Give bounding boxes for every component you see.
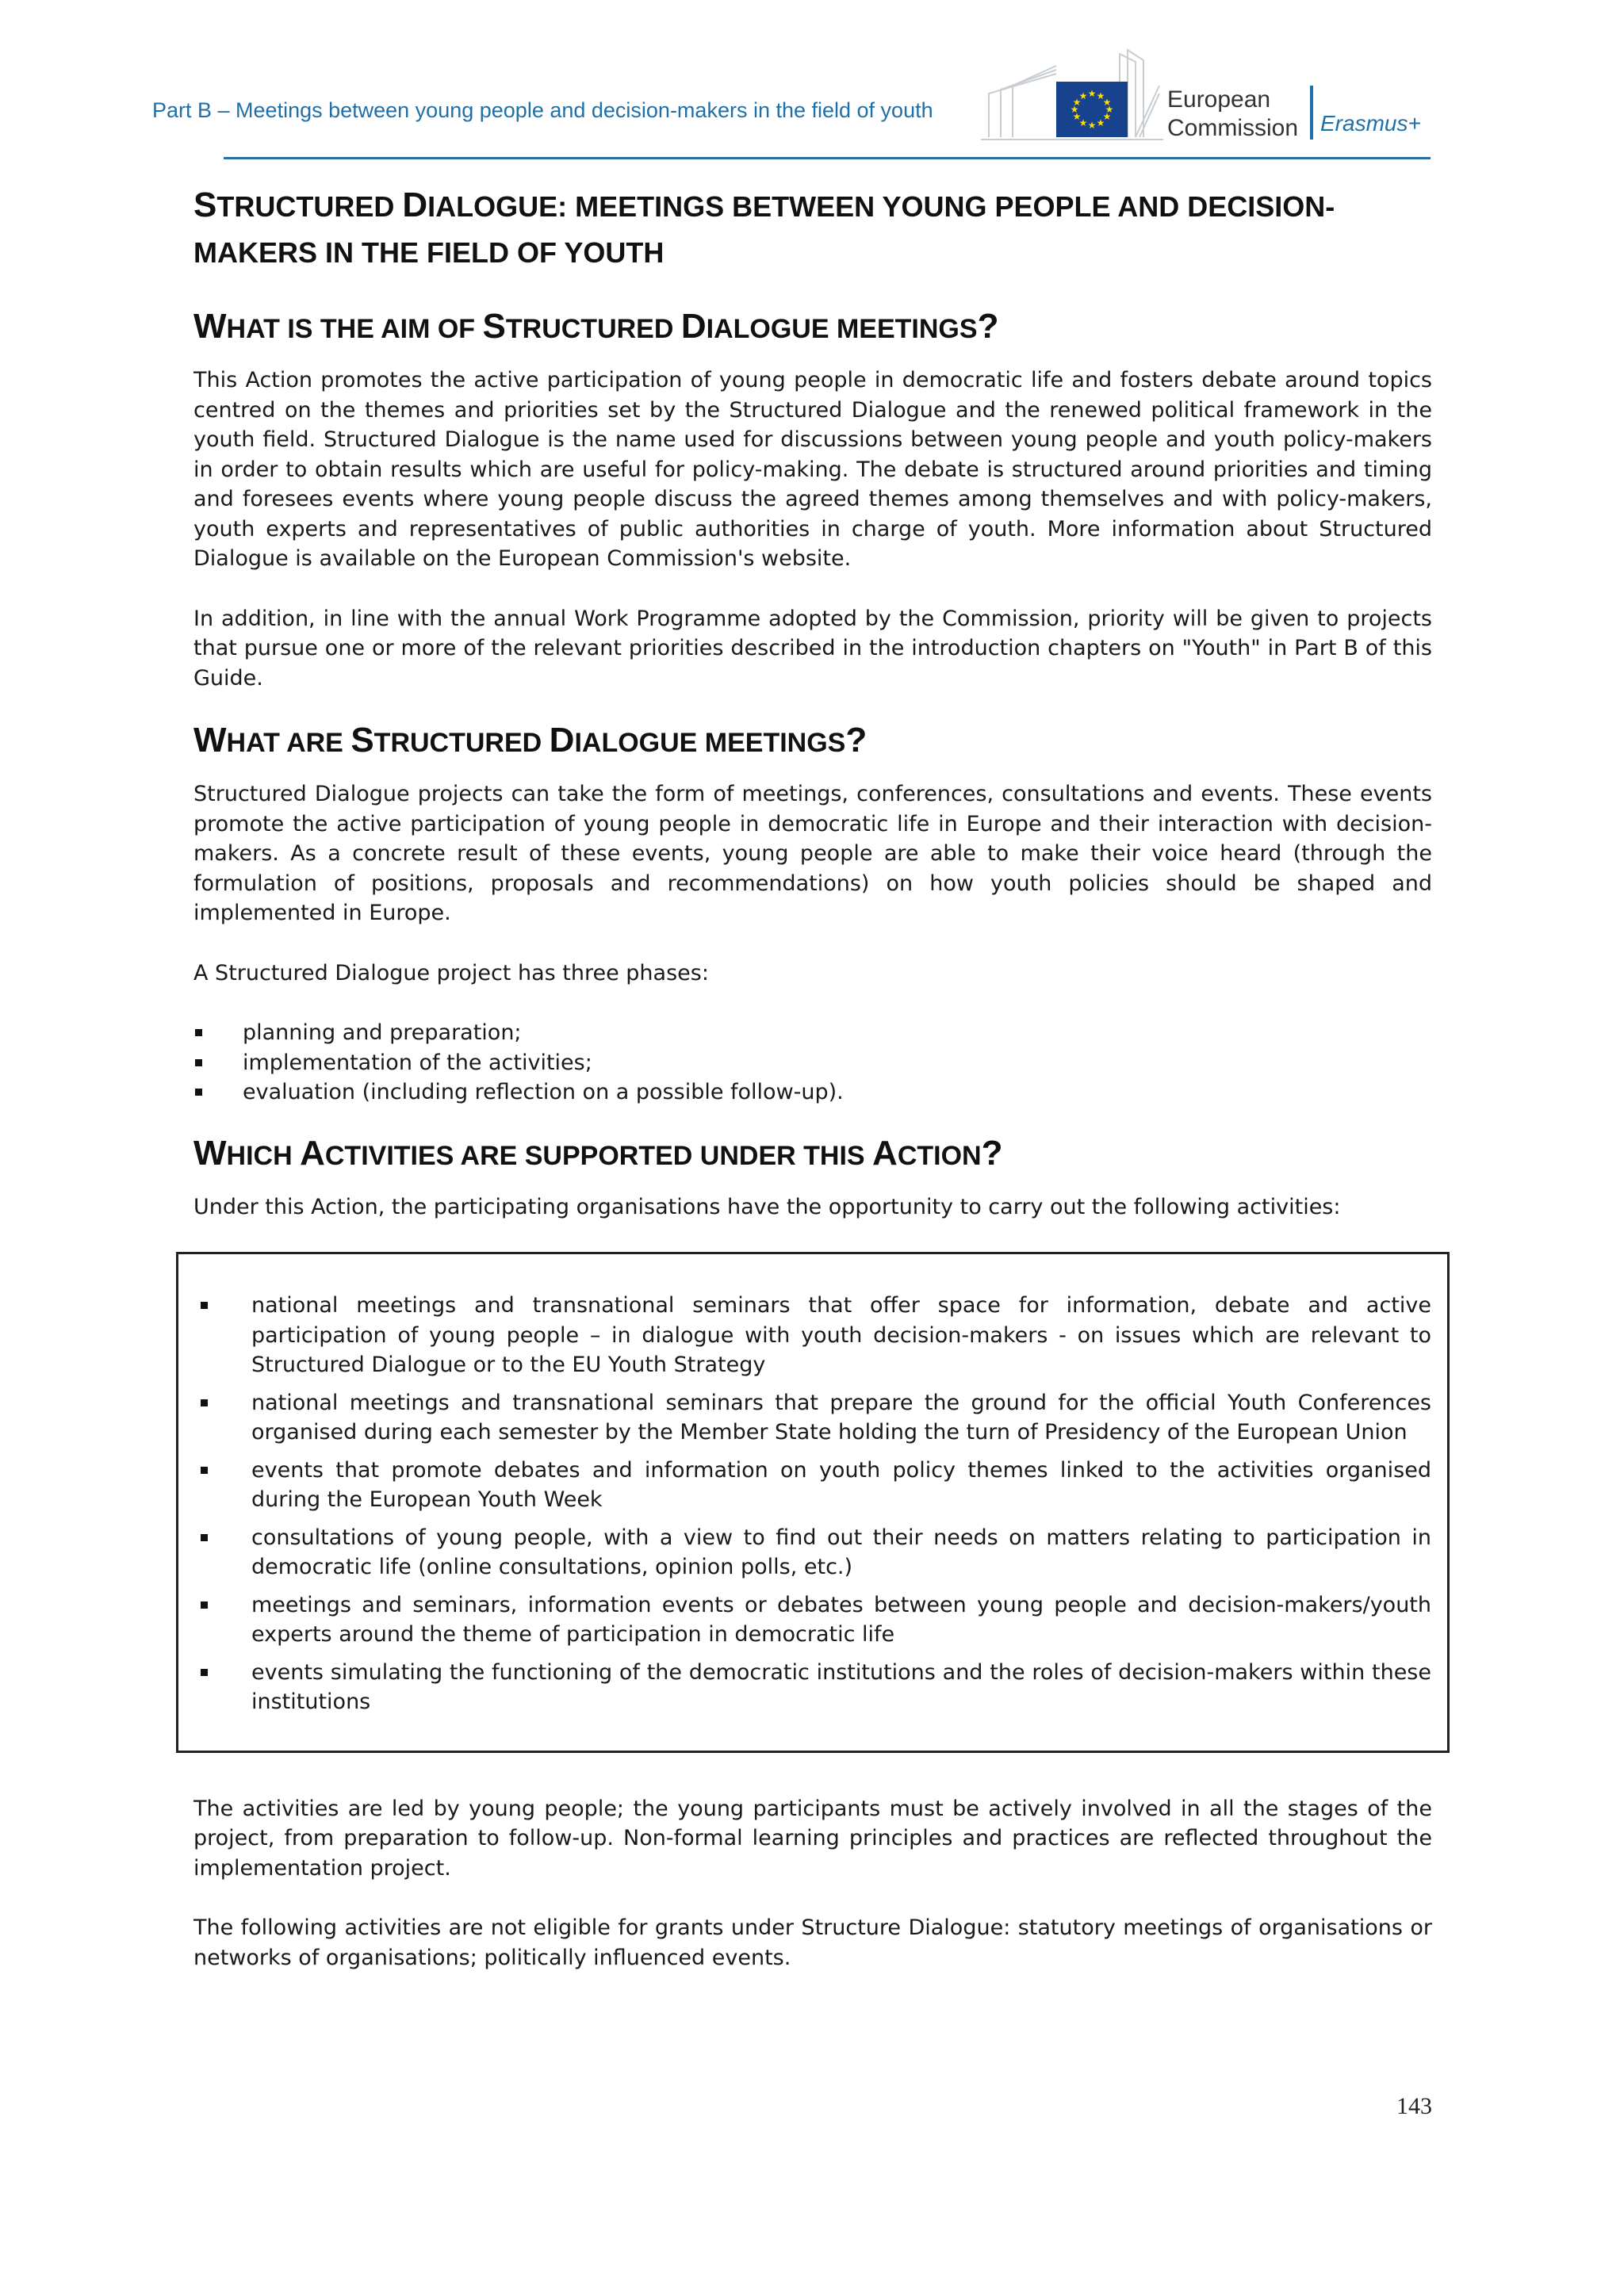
- page-number: 143: [1396, 2093, 1432, 2119]
- paragraph: Under this Action, the participating organisations have the opportunity to carry out the following activities:: [193, 1194, 1341, 1219]
- bullet-square-icon: [195, 1089, 202, 1096]
- svg-text:★: ★: [1087, 120, 1097, 131]
- erasmus-plus-wordmark: Erasmus+: [1320, 111, 1421, 136]
- svg-text:★: ★: [1078, 117, 1088, 128]
- paragraph: In addition, in line with the annual Work Programme adopted by the Commission, priority will be given to projects that pursue one or more of the relevant priorities described in the introduction chapters on "Youth" in Part B of this Guide.: [193, 606, 1432, 691]
- commission-wordmark: European Commission: [1167, 86, 1299, 141]
- paragraph: A Structured Dialogue project has three phases:: [193, 960, 709, 985]
- eu-flag-icon: [1056, 82, 1128, 137]
- list-item: evaluation (including reflection on a possible follow-up).: [193, 1077, 1432, 1108]
- list-item: national meetings and transnational seminars that prepare the ground for the official Youth Conferences organised during each semester by the Member State holding the turn of Presidency of the European Union: [196, 1388, 1431, 1448]
- bullet-square-icon: [201, 1534, 208, 1541]
- bullet-square-icon: [195, 1029, 202, 1036]
- paragraph: The following activities are not eligible for grants under Structure Dialogue: statutory meetings of organisations or networks of organisations; politically influenced events.: [193, 1915, 1432, 1970]
- section-heading-meetings: WHAT ARE STRUCTURED DIALOGUE MEETINGS?: [193, 721, 868, 760]
- list-item: events that promote debates and information on youth policy themes linked to the activities organised during the European Youth Week: [196, 1456, 1431, 1515]
- section-heading-aim: WHAT IS THE AIM OF STRUCTURED DIALOGUE MEETINGS?: [193, 307, 999, 346]
- list-item: national meetings and transnational seminars that offer space for information, debate and active participation of young people – in dialogue with youth decision-makers - on issues which are relevant to Structured Dialogue or to the EU Youth Strategy: [196, 1291, 1431, 1380]
- svg-text:★: ★: [1070, 104, 1079, 115]
- svg-text:★: ★: [1087, 88, 1097, 99]
- svg-text:★: ★: [1072, 97, 1082, 108]
- svg-text:★: ★: [1096, 117, 1105, 128]
- svg-text:★: ★: [1102, 111, 1112, 122]
- bullet-square-icon: [201, 1601, 208, 1609]
- svg-text:★: ★: [1078, 90, 1088, 101]
- list-item: events simulating the functioning of the democratic institutions and the roles of decision-makers within these institutions: [196, 1658, 1431, 1717]
- svg-text:★: ★: [1096, 90, 1105, 101]
- list-item: meetings and seminars, information events or debates between young people and decision-makers/youth experts around the theme of participation in democratic life: [196, 1590, 1431, 1650]
- european-commission-logo: [981, 46, 1431, 149]
- activities-box: [176, 1252, 1450, 1753]
- bullet-square-icon: [195, 1059, 202, 1066]
- bullet-square-icon: [201, 1399, 208, 1406]
- header-rule: [224, 157, 1431, 159]
- activities-list: [196, 1291, 1431, 1717]
- list-item: planning and preparation;: [193, 1018, 1432, 1048]
- bullet-square-icon: [201, 1302, 208, 1309]
- running-title: Part B – Meetings between young people and decision-makers in the field of youth: [152, 98, 933, 122]
- svg-text:★: ★: [1105, 104, 1114, 115]
- list-item: implementation of the activities;: [193, 1048, 1432, 1078]
- eu-stars-icon: [1056, 82, 1128, 137]
- phases-list: [193, 1018, 1432, 1108]
- page-title: STRUCTURED DIALOGUE: MEETINGS BETWEEN YOUNG PEOPLE AND DECISION-MAKERS IN THE FIELD OF YOUTH: [193, 186, 1335, 269]
- svg-text:★: ★: [1072, 111, 1082, 122]
- main-content: [193, 182, 1432, 2003]
- logo-divider: [1310, 86, 1313, 140]
- bullet-square-icon: [201, 1669, 208, 1676]
- paragraph: The activities are led by young people; the young participants must be actively involved in all the stages of the project, from preparation to follow-up. Non-formal learning principles and practices are reflected throughout the implementation project.: [193, 1796, 1432, 1881]
- page-header: [152, 46, 1431, 160]
- bullet-square-icon: [201, 1467, 208, 1474]
- list-item: consultations of young people, with a view to find out their needs on matters relating to participation in democratic life (online consultations, opinion polls, etc.): [196, 1523, 1431, 1582]
- paragraph: Structured Dialogue projects can take the form of meetings, conferences, consultations and events. These events promote the active participation of young people in democratic life in Europe and their interaction with decision-makers. As a concrete result of these events, young people are able to make their voice heard (through the formulation of positions, proposals and recommendations) on how youth policies should be shaped and implemented in Europe.: [193, 782, 1432, 925]
- svg-text:★: ★: [1102, 97, 1112, 108]
- section-heading-activities: WHICH ACTIVITIES ARE SUPPORTED UNDER THIS ACTION?: [193, 1133, 1003, 1173]
- paragraph: This Action promotes the active participation of young people in democratic life and fosters debate around topics centred on the themes and priorities set by the Structured Dialogue and the renewed political framework in the youth field. Structured Dialogue is the name used for discussions between young people and youth policy-makers in order to obtain results which are useful for policy-making. The debate is structured around priorities and timing and foresees events where young people discuss the agreed themes among themselves and with policy-makers, youth experts and representatives of public authorities in charge of youth. More information about Structured Dialogue is available on the European Commission's website.: [193, 368, 1432, 571]
